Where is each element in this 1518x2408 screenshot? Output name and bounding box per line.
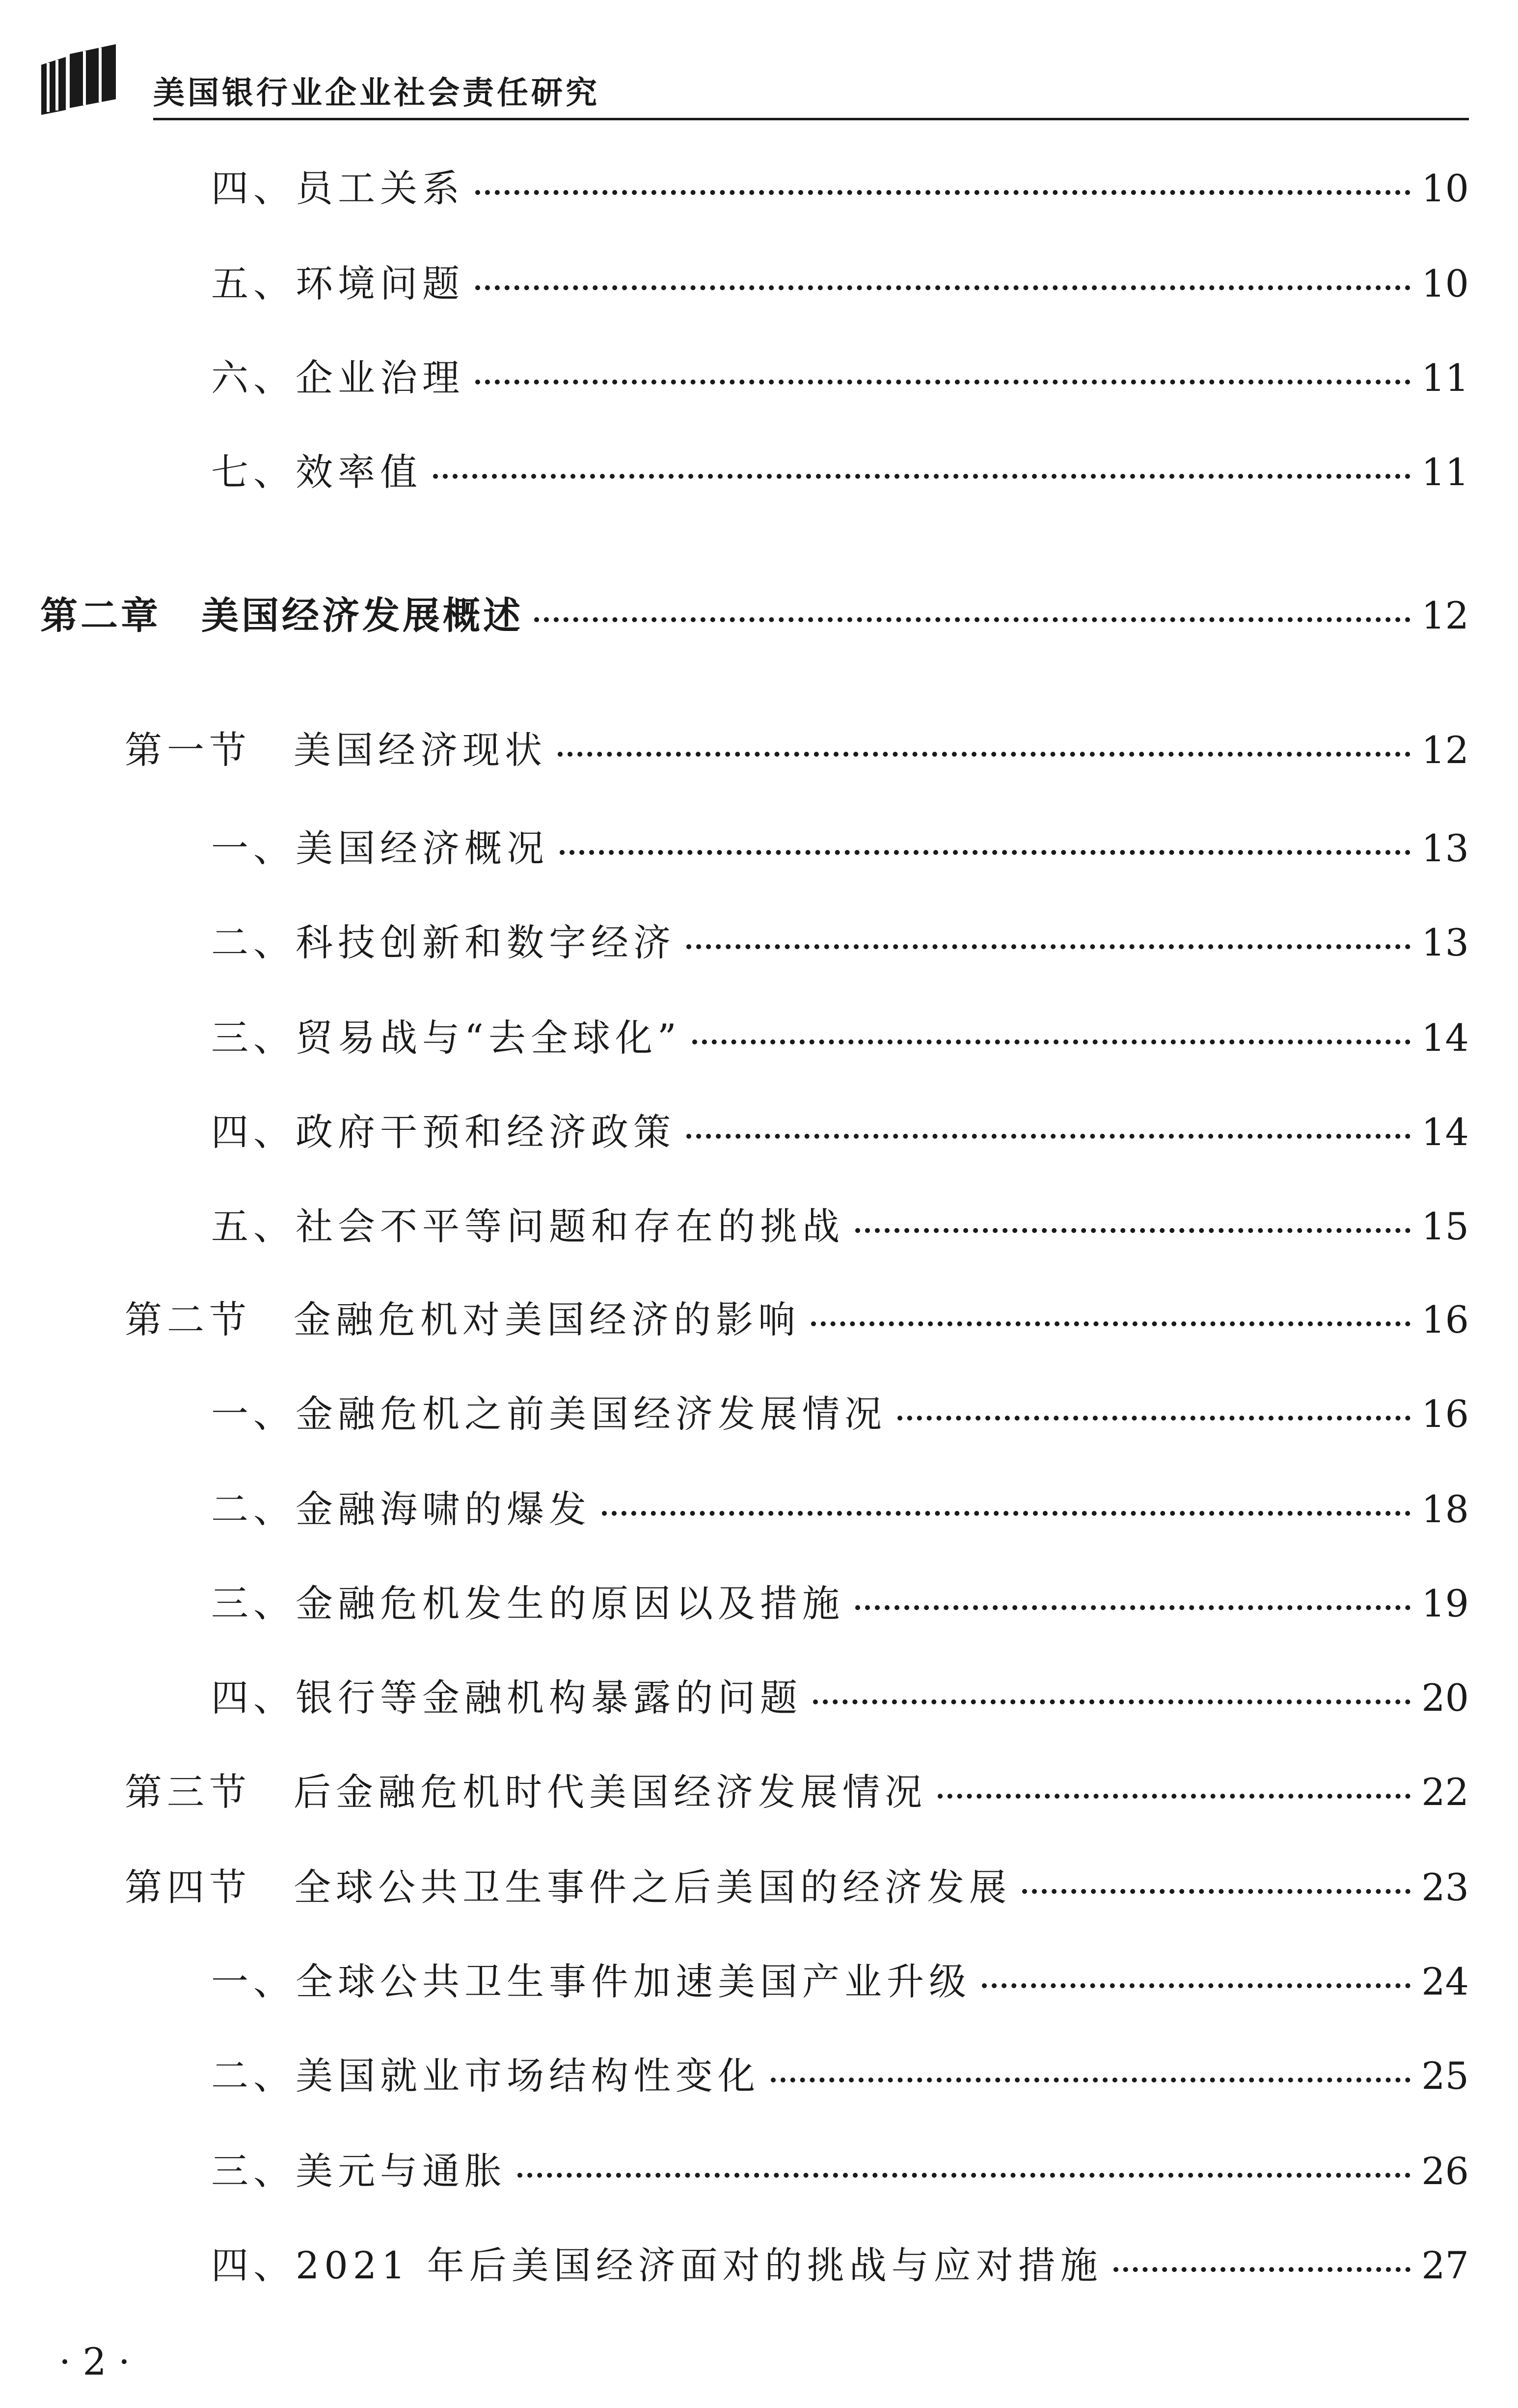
toc-entry-label: 五、社会不平等问题和存在的挑战 — [211, 1204, 844, 1248]
toc-entry-label: 第二节 金融危机对美国经济的影响 — [125, 1298, 800, 1341]
toc-entry — [125, 1769, 1469, 1816]
toc-entry-page: 20 — [1421, 1676, 1469, 1720]
toc-entry — [125, 727, 1469, 774]
toc-dot-leader — [475, 380, 1410, 384]
toc-entry-page: 18 — [1421, 1487, 1469, 1531]
toc-entry — [211, 165, 1469, 212]
toc-entry-page: 12 — [1421, 728, 1469, 772]
toc-entry — [40, 592, 1469, 639]
toc-entry-label: 第四节 全球公共卫生事件之后美国的经济发展 — [125, 1865, 1011, 1909]
toc-entry-page: 10 — [1421, 262, 1469, 305]
toc-dot-leader — [813, 1699, 1410, 1704]
toc-dot-leader — [686, 944, 1410, 949]
toc-entry-page: 14 — [1421, 1110, 1469, 1154]
toc-dot-leader — [517, 2173, 1410, 2178]
toc-entry-page: 26 — [1421, 2149, 1469, 2193]
toc-dot-leader — [602, 1511, 1410, 1516]
toc-entry-label: 三、金融危机发生的原因以及措施 — [211, 1582, 844, 1625]
toc-dot-leader — [771, 2078, 1410, 2082]
toc-entry-page: 19 — [1421, 1582, 1469, 1625]
toc-entry-page: 11 — [1421, 450, 1469, 494]
toc-entry — [125, 1864, 1469, 1911]
toc-entry — [211, 260, 1469, 307]
page-number: · 2 · — [59, 2340, 130, 2383]
toc-entry-page: 13 — [1421, 921, 1469, 964]
toc-entry-page: 13 — [1421, 826, 1469, 870]
toc-entry-page: 25 — [1421, 2054, 1469, 2098]
toc-entry-page: 12 — [1421, 594, 1469, 637]
toc-entry-page: 14 — [1421, 1016, 1469, 1060]
toc-entry — [211, 2242, 1469, 2289]
toc-dot-leader — [558, 752, 1410, 757]
toc-dot-leader — [560, 850, 1410, 855]
toc-dot-leader — [1113, 2267, 1411, 2272]
header-rule — [153, 118, 1469, 120]
toc-entry — [211, 1203, 1469, 1250]
toc-entry-label: 第二章 美国经济发展概述 — [40, 594, 523, 637]
toc-entry-page: 11 — [1421, 356, 1469, 400]
toc-entry-page: 16 — [1421, 1298, 1469, 1341]
toc-entry-label: 四、2021 年后美国经济面对的挑战与应对措施 — [211, 2244, 1103, 2287]
toc-dot-leader — [855, 1605, 1410, 1610]
toc-dot-leader — [686, 1134, 1410, 1139]
running-header-title: 美国银行业企业社会责任研究 — [153, 75, 600, 111]
toc-entry — [211, 355, 1469, 402]
toc-entry-label: 一、金融危机之前美国经济发展情况 — [211, 1392, 887, 1436]
toc-entry — [211, 1674, 1469, 1722]
toc-entry-label: 四、政府干预和经济政策 — [211, 1110, 676, 1154]
toc-dot-leader — [811, 1321, 1410, 1326]
toc-entry-label: 七、效率值 — [211, 450, 422, 494]
book-stack-icon — [37, 43, 121, 117]
toc-entry — [125, 1296, 1469, 1343]
toc-entry-label: 三、美元与通胀 — [211, 2149, 507, 2193]
toc-dot-leader — [433, 474, 1410, 479]
toc-dot-leader — [475, 190, 1410, 195]
toc-entry — [211, 1958, 1469, 2005]
toc-entry-label: 四、员工关系 — [211, 166, 464, 210]
toc-entry — [211, 919, 1469, 966]
toc-entry-label: 一、美国经济概况 — [211, 826, 549, 870]
toc-entry-label: 第一节 美国经济现状 — [125, 728, 547, 772]
toc-dot-leader — [1022, 1889, 1410, 1894]
toc-entry-label: 二、金融海啸的爆发 — [211, 1487, 591, 1531]
toc-entry-label: 二、美国就业市场结构性变化 — [211, 2054, 760, 2098]
toc-entry — [211, 449, 1469, 496]
toc-dot-leader — [938, 1794, 1410, 1799]
toc-entry-label: 三、贸易战与“去全球化” — [211, 1016, 681, 1060]
toc-entry — [211, 1580, 1469, 1627]
toc-entry-page: 22 — [1421, 1770, 1469, 1814]
toc-entry-page: 16 — [1421, 1392, 1469, 1436]
toc-dot-leader — [692, 1040, 1411, 1044]
toc-entry-page: 15 — [1421, 1204, 1469, 1248]
toc-entry — [211, 1486, 1469, 1533]
toc-entry-label: 第三节 后金融危机时代美国经济发展情况 — [125, 1770, 927, 1814]
toc-dot-leader — [855, 1228, 1410, 1233]
toc-entry-label: 六、企业治理 — [211, 356, 464, 400]
toc-dot-leader — [534, 617, 1410, 622]
toc-dot-leader — [982, 1983, 1410, 1988]
toc-entry-page: 23 — [1421, 1865, 1469, 1909]
toc-entry-label: 二、科技创新和数字经济 — [211, 921, 676, 964]
toc-entry-label: 一、全球公共卫生事件加速美国产业升级 — [211, 1960, 971, 2003]
toc-entry — [211, 1014, 1469, 1062]
toc-entry-page: 10 — [1421, 166, 1469, 210]
toc-entry-page: 24 — [1421, 1960, 1469, 2003]
toc-entry-label: 五、环境问题 — [211, 262, 464, 305]
toc-entry — [211, 1109, 1469, 1156]
toc-entry-label: 四、银行等金融机构暴露的问题 — [211, 1676, 802, 1720]
toc-entry-page: 27 — [1421, 2244, 1469, 2287]
page-header — [35, 43, 1469, 122]
toc-dot-leader — [475, 285, 1410, 290]
toc-entry — [211, 2148, 1469, 2195]
toc-entry — [211, 1391, 1469, 1438]
toc-entry — [211, 2052, 1469, 2100]
toc-dot-leader — [897, 1416, 1410, 1421]
toc-entry — [211, 825, 1469, 872]
